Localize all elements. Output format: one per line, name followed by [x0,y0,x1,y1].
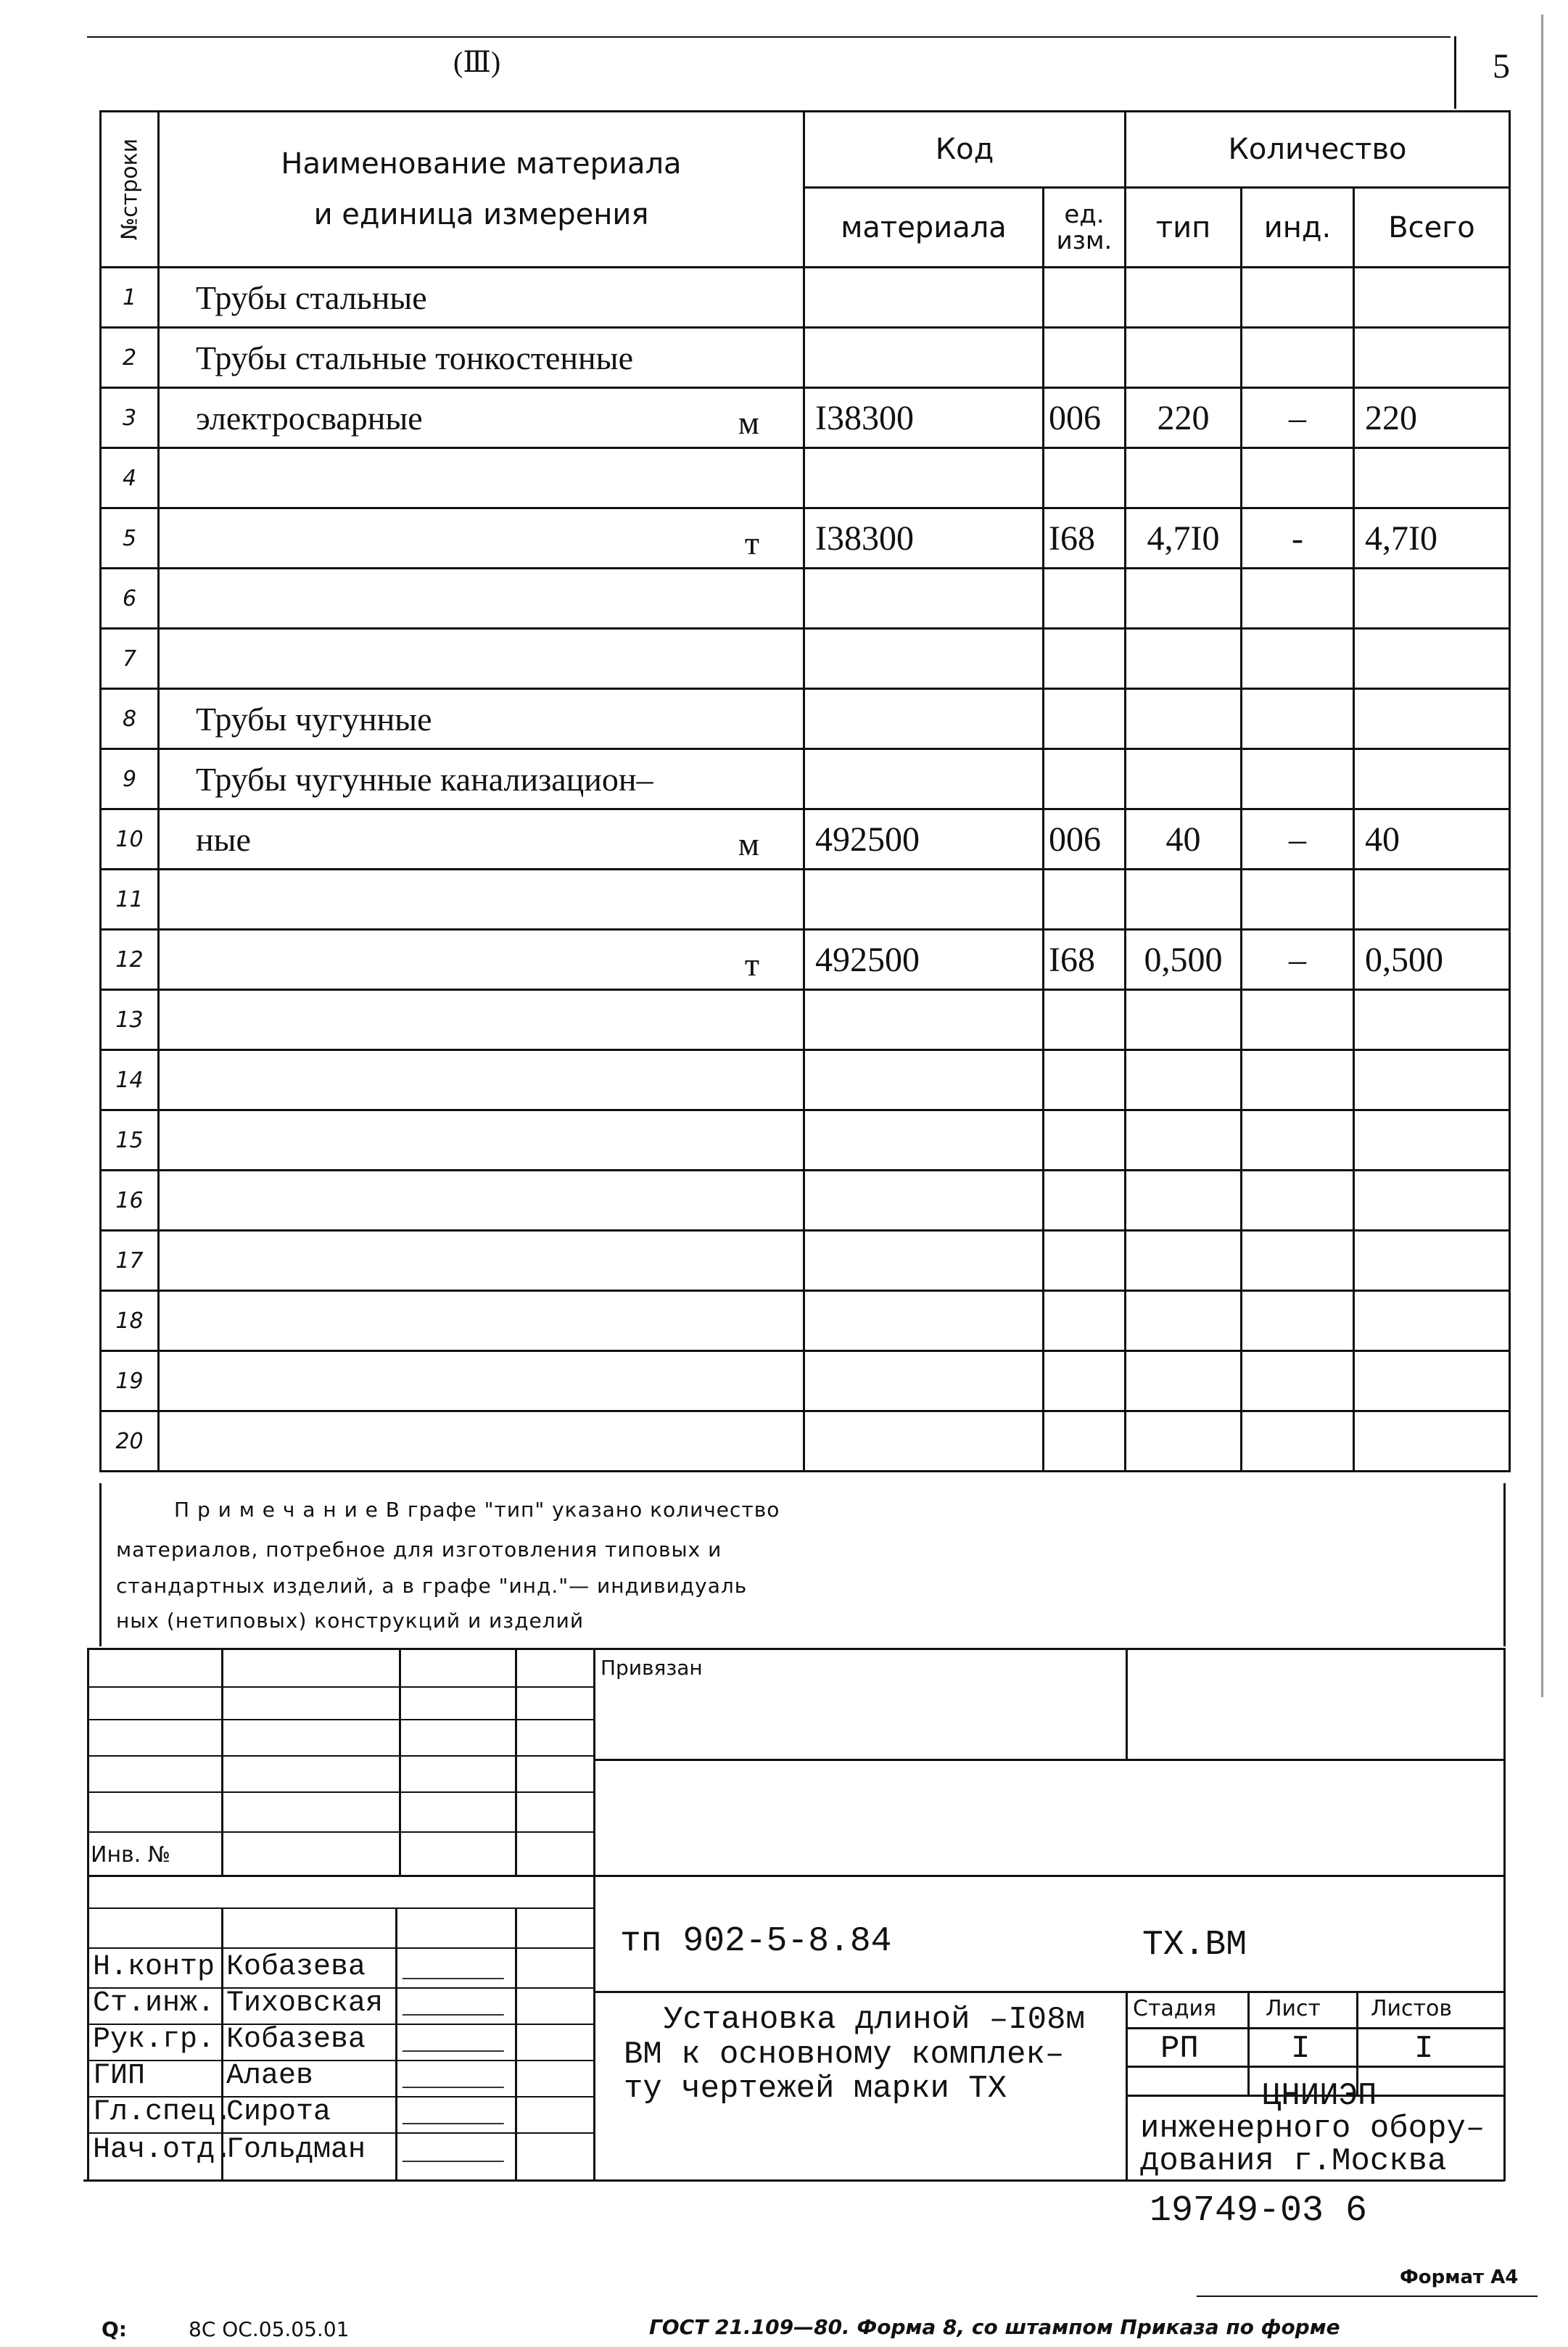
type-quantity [1126,569,1242,629]
material-name-text: Трубы чугунные [196,700,432,738]
material-name [159,328,804,388]
title-line-3: ту чертежей марки ТХ [624,2071,1007,2107]
material-code [804,448,1044,508]
row-number: 5 [101,508,159,569]
unit-code [1044,1050,1126,1110]
inventory-number-label: Инв. № [91,1842,171,1868]
material-code: 492500 [804,930,1044,990]
measure-unit: т [744,524,759,561]
total-quantity: 4,7I0 [1354,508,1510,569]
material-name [159,1171,804,1231]
material-name [159,930,804,990]
type-quantity [1126,1110,1242,1171]
total-quantity [1354,689,1510,749]
row-number: 2 [101,328,159,388]
stage-label: Стадия [1133,1996,1217,2021]
material-name [159,508,804,569]
row-number: 15 [101,1110,159,1171]
type-quantity: 4,7I0 [1126,508,1242,569]
document-mark: ТХ.ВМ [1142,1926,1247,1965]
signature-name: Кобазева [226,1951,366,1984]
total-quantity [1354,1351,1510,1411]
row-number: 14 [101,1050,159,1110]
ind-quantity [1242,1411,1354,1472]
material-name [159,1291,804,1351]
ind-quantity [1242,689,1354,749]
material-code: I38300 [804,388,1044,448]
measure-unit: м [738,825,759,862]
material-code [804,1050,1044,1110]
material-name [159,268,804,328]
signature-role: ГИП [93,2060,146,2092]
material-code [804,689,1044,749]
table-row [101,809,1510,870]
unit-code [1044,990,1126,1050]
total-quantity [1354,749,1510,809]
total-quantity [1354,1411,1510,1472]
material-name [159,809,804,870]
total-quantity [1354,448,1510,508]
signature-role: Ст.инж. [93,1987,215,2020]
signature-name: Гольдман [226,2134,366,2166]
ind-quantity [1242,1110,1354,1171]
total-quantity: 220 [1354,388,1510,448]
unit-code [1044,328,1126,388]
type-quantity [1126,448,1242,508]
signature-role: Н.контр [93,1951,215,1984]
type-quantity [1126,328,1242,388]
table-row [101,388,1510,448]
type-quantity [1126,870,1242,930]
name-header: Наименование материала и единица измерения [159,112,804,268]
organization-line-3: дования г.Москва [1140,2143,1447,2179]
row-number: 18 [101,1291,159,1351]
material-code-header: материала [804,188,1044,268]
table-row [101,1050,1510,1110]
type-quantity [1126,1351,1242,1411]
measure-unit: т [744,946,759,983]
total-quantity [1354,1050,1510,1110]
unit-code [1044,870,1126,930]
unit-code [1044,749,1126,809]
unit-code: 006 [1044,809,1126,870]
ind-quantity [1242,990,1354,1050]
table-row [101,569,1510,629]
table-row [101,629,1510,689]
table-row [101,448,1510,508]
table-row [101,1351,1510,1411]
signature-name: Кобазева [226,2024,366,2056]
table-row [101,268,1510,328]
type-quantity: 0,500 [1126,930,1242,990]
unit-code [1044,1351,1126,1411]
unit-code: I68 [1044,508,1126,569]
row-number: 11 [101,870,159,930]
total-quantity: 0,500 [1354,930,1510,990]
table-row [101,1231,1510,1291]
unit-code [1044,1231,1126,1291]
table-row [101,1411,1510,1472]
ind-quantity [1242,1231,1354,1291]
footer-left-number: 8С ОС.05.05.01 [189,2317,350,2341]
type-quantity [1126,1291,1242,1351]
row-number: 8 [101,689,159,749]
type-quantity [1126,1171,1242,1231]
ind-quantity: - [1242,508,1354,569]
total-quantity [1354,1231,1510,1291]
ind-quantity [1242,328,1354,388]
material-code [804,1231,1044,1291]
archive-number: 19749-03 6 [1150,2190,1368,2232]
row-number: 7 [101,629,159,689]
type-quantity [1126,629,1242,689]
material-name [159,1110,804,1171]
type-quantity: 220 [1126,388,1242,448]
row-number: 20 [101,1411,159,1472]
roman-label: (Ⅲ) [453,46,501,78]
ind-quantity [1242,870,1354,930]
unit-code [1044,1171,1126,1231]
material-code [804,870,1044,930]
table-row [101,1171,1510,1231]
footer-left-code: Q: [102,2317,127,2341]
material-name-text: электросварные [196,399,423,437]
row-number: 6 [101,569,159,629]
material-name-text: Трубы чугунные канализацион– [196,760,653,798]
material-code [804,328,1044,388]
ind-quantity: – [1242,930,1354,990]
material-code: I38300 [804,508,1044,569]
row-number: 3 [101,388,159,448]
material-name [159,388,804,448]
material-code [804,1351,1044,1411]
title-line-2: ВМ к основному комплек– [624,2037,1065,2073]
sheet-value: I [1291,2031,1311,2067]
table-row [101,1291,1510,1351]
privyazan-label: Привязан [601,1656,703,1680]
ind-header: инд. [1242,188,1354,268]
material-name [159,448,804,508]
sheet-number: 5 [1493,47,1510,86]
material-code: 492500 [804,809,1044,870]
row-number: 9 [101,749,159,809]
note-line-3: стандартных изделий, а в графе "инд."— индивидуаль [116,1574,748,1598]
quantity-group-header: Количество [1126,112,1510,188]
material-name-text: ные [196,820,251,858]
ind-quantity [1242,1171,1354,1231]
note-line-1: П р и м е ч а н и е В графе "тип" указано количество [174,1498,780,1522]
total-quantity [1354,990,1510,1050]
row-number: 17 [101,1231,159,1291]
unit-code: 006 [1044,388,1126,448]
type-quantity [1126,1411,1242,1472]
material-name [159,749,804,809]
type-quantity [1126,1050,1242,1110]
table-row [101,328,1510,388]
note-line-4: ных (нетиповых) конструкций и изделий [116,1609,585,1633]
materials-table [99,110,1511,1472]
table-row [101,689,1510,749]
material-name-text: Трубы стальные тонкостенные [196,339,633,376]
signature-name: Тиховская [226,1987,384,2020]
handwritten-signature [402,2071,511,2088]
ind-quantity [1242,1291,1354,1351]
material-code [804,569,1044,629]
material-name [159,870,804,930]
type-quantity [1126,990,1242,1050]
type-quantity [1126,1231,1242,1291]
handwritten-signature [402,2107,511,2124]
sheet-label: Лист [1266,1996,1321,2021]
type-quantity [1126,268,1242,328]
material-name [159,689,804,749]
sheets-value: I [1414,2031,1434,2067]
total-quantity [1354,1291,1510,1351]
ind-quantity [1242,629,1354,689]
row-number-header: №строки [101,112,159,268]
material-name [159,990,804,1050]
material-name [159,1411,804,1472]
total-quantity [1354,1110,1510,1171]
table-row [101,508,1510,569]
table-row [101,1110,1510,1171]
material-name [159,629,804,689]
type-header: тип [1126,188,1242,268]
signature-name: Сирота [226,2096,331,2129]
material-code [804,1171,1044,1231]
measure-unit: м [738,404,759,441]
document-code: тп 902-5-8.84 [620,1922,892,1961]
ind-quantity [1242,448,1354,508]
row-number: 19 [101,1351,159,1411]
material-code [804,990,1044,1050]
stage-value: РП [1160,2031,1199,2067]
row-number: 4 [101,448,159,508]
material-code [804,629,1044,689]
material-code [804,1291,1044,1351]
material-name [159,569,804,629]
sheets-label: Листов [1371,1996,1453,2021]
material-code [804,1110,1044,1171]
total-quantity [1354,870,1510,930]
unit-code [1044,268,1126,328]
ind-quantity: – [1242,388,1354,448]
table-row [101,749,1510,809]
organization-line-1: ЦНИИЭП [1262,2078,1377,2114]
unit-code [1044,689,1126,749]
unit-code [1044,629,1126,689]
unit-code [1044,1110,1126,1171]
material-code [804,268,1044,328]
handwritten-signature [402,2145,511,2162]
handwritten-signature [402,1998,511,2016]
ind-quantity [1242,1351,1354,1411]
handwritten-signature [402,2034,511,2052]
type-quantity [1126,689,1242,749]
signature-role: Рук.гр. [93,2024,215,2056]
unit-code [1044,569,1126,629]
organization-line-2: инженерного обору– [1140,2111,1485,2147]
unit-code [1044,1411,1126,1472]
note-line-2: материалов, потребное для изготовления типовых и [116,1538,722,1562]
signature-name: Алаев [226,2060,314,2092]
total-quantity: 40 [1354,809,1510,870]
row-number: 10 [101,809,159,870]
code-group-header: Код [804,112,1126,188]
total-quantity [1354,268,1510,328]
material-name-text: Трубы стальные [196,279,427,316]
row-number: 16 [101,1171,159,1231]
material-name [159,1050,804,1110]
unit-code: I68 [1044,930,1126,990]
signature-role: Нач.отд. [93,2134,233,2166]
table-row [101,870,1510,930]
total-quantity [1354,629,1510,689]
table-row [101,990,1510,1050]
format-label: Формат А4 [1400,2266,1519,2288]
ind-quantity [1242,268,1354,328]
ind-quantity [1242,569,1354,629]
material-code [804,1411,1044,1472]
material-name [159,1351,804,1411]
ind-quantity [1242,749,1354,809]
handwritten-signature [402,1962,511,1979]
unit-code [1044,1291,1126,1351]
title-line-1: Установка длиной –I08м [664,2002,1085,2038]
total-header: Всего [1354,188,1510,268]
total-quantity [1354,328,1510,388]
row-number: 13 [101,990,159,1050]
row-number: 1 [101,268,159,328]
ind-quantity: – [1242,809,1354,870]
total-quantity [1354,569,1510,629]
material-code [804,749,1044,809]
material-name [159,1231,804,1291]
ind-quantity [1242,1050,1354,1110]
unit-code-header: ед. изм. [1044,188,1126,268]
type-quantity [1126,749,1242,809]
gost-footer: ГОСТ 21.109—80. Форма 8, со штампом Приказа по форме [649,2315,1340,2339]
table-row [101,930,1510,990]
row-number: 12 [101,930,159,990]
unit-code [1044,448,1126,508]
type-quantity: 40 [1126,809,1242,870]
total-quantity [1354,1171,1510,1231]
signature-role: Гл.спец. [93,2096,233,2129]
